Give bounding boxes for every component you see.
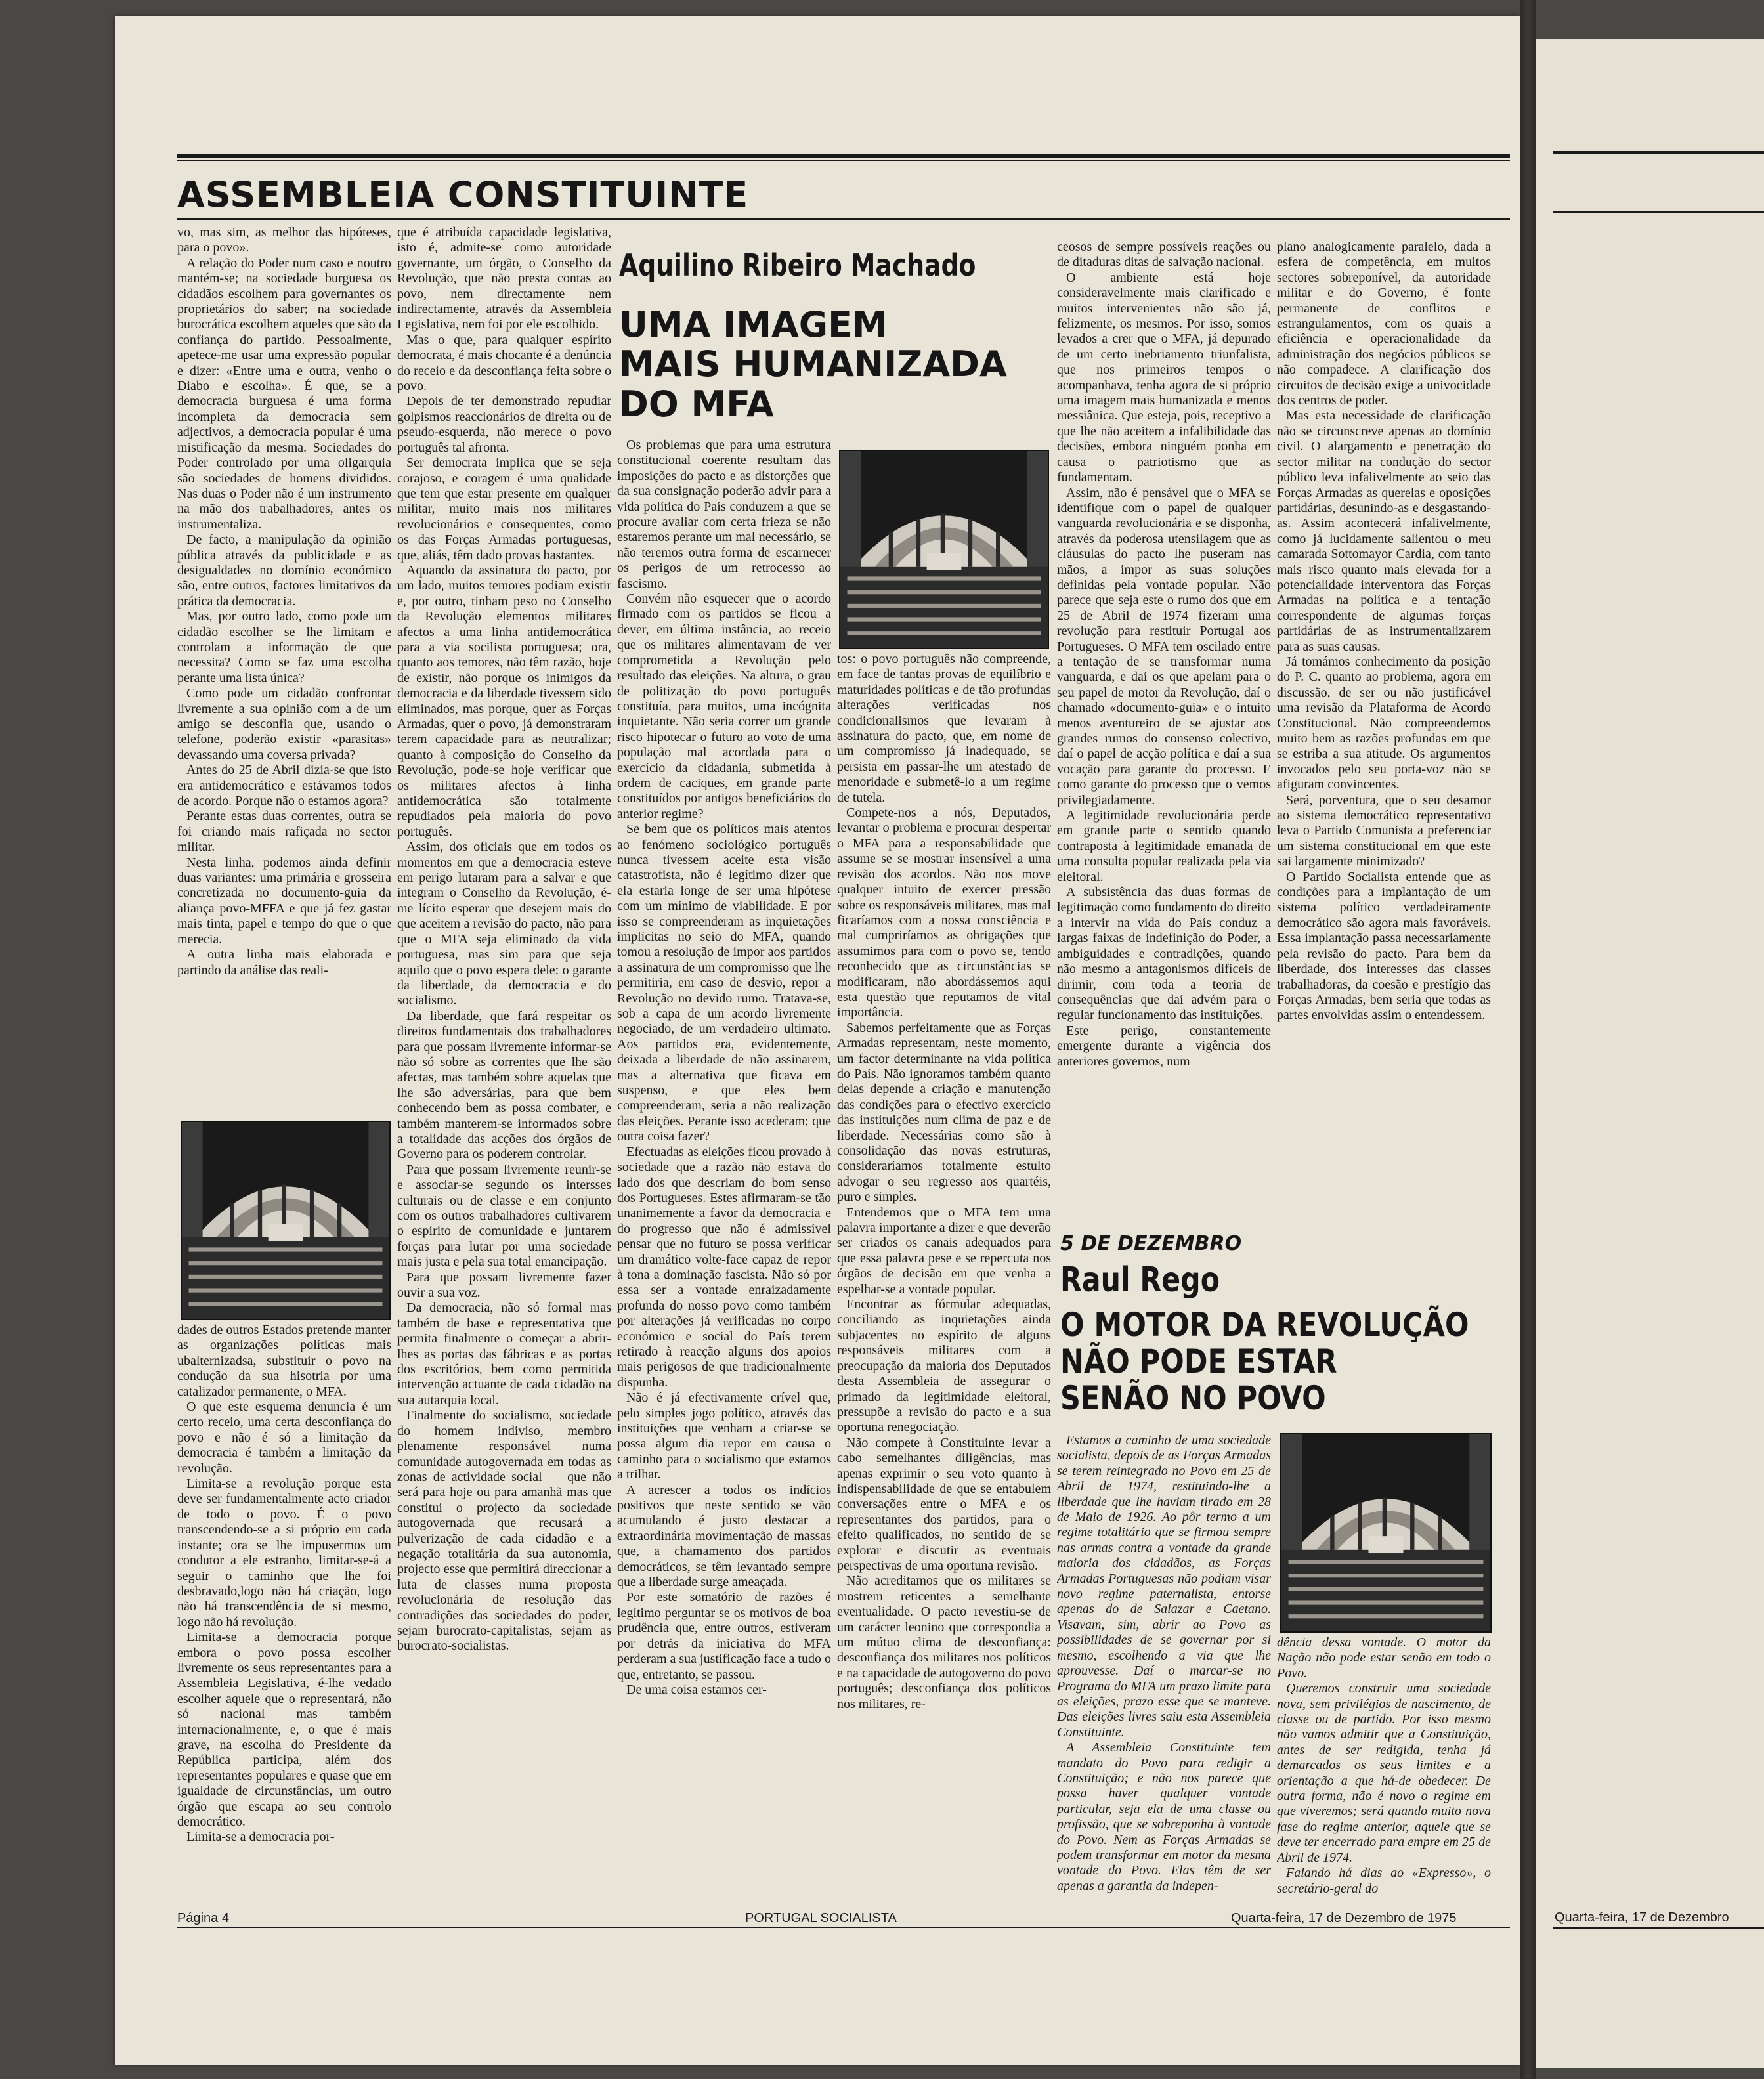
paragraph: O que este esquema denuncia é um certo receio, uma certa desconfiança do povo e não é só a limitação da democracia é também a limitação da revolução. <box>177 1400 391 1476</box>
headline-line: MAIS HUMANIZADA <box>619 343 1007 385</box>
paragraph: Efectuadas as eleições ficou provado à sociedade que a razão não estava do lado dos que descriam do bom senso dos Portugueses. Estes afirmaram-se tão unanimemente a favor da democracia e do progresso que não é admissível pensar que no futuro se possa verificar um dramático volte-face capaz de repor à tona a dominação fascista. Não só por essa ser a vontade enraizadamente profunda do nosso povo como também por alterações já verificadas no corpo económico e social do País terem retirado à reacção alguns dos apoios mais perigosos de que tradicionalmente dispunha. <box>617 1144 831 1390</box>
column-6-italic <box>1277 1635 1491 1900</box>
paragraph: A subsistência das duas formas de legitimação como fundamento do direito a intervir na vida do País conduz a largas faixas de indefinição do Poder, a ambiguidades e contradições, quando não mesmo a antagonismos difíceis de dirimir, com toda a teoria de consequências que daí advém para o regular funcionamento das instituições. <box>1057 885 1271 1023</box>
newspaper-page <box>115 16 1520 2065</box>
facing-top-rule <box>1553 151 1764 154</box>
paragraph: Ser democrata implica que se seja corajoso, e coragem é uma qualidade que tem que estar presente em qualquer militar, muito mais nos militares revolucionários e consequentes, como os das Forças Armadas portuguesas, que, aliás, têm dado provas bastantes. <box>397 456 611 563</box>
assembly-hall-image <box>840 451 1048 648</box>
paragraph: A outra linha mais elaborada e partindo da análise das reali- <box>177 947 391 977</box>
column-1-top <box>177 225 391 1119</box>
paragraph: Da liberdade, que fará respeitar os direitos fundamentais dos trabalhadores para que possam livremente informar-se não só sobre as correntes que lhe são afectas, mas também sobre aquelas que lhe são adversárias, para que bem conhecendo bem as possa combater, e também manterem-se informados sobre a totalidade das acções dos órgãos de Governo para os poderem controlar. <box>397 1008 611 1162</box>
paragraph: Limita-se a democracia porque embora o povo possa escolher livremente os seus representantes para a Assembleia Legislativa, é-lhe vedado escolher aquele que o representará, não só nacional mas também internacionalmente, e, o que é mais grave, na escolha do Presidente da República participa, além dos representantes populares e quase que em igualdade de circunstâncias, um outro órgão que escapa ao seu controlo democrático. <box>177 1630 391 1829</box>
paragraph: Aquando da assinatura do pacto, por um lado, muitos temores podiam existir e, por outro, tinham peso no Conselho da Revolução elementos militares afectos a uma linha antidemocrática para a via socilista portuguesa; ora, quanto aos temores, não têm razão, hoje de existir, não porque os inimigos da democracia e da liberdade tivessem sido eliminados, mas porque, quer as Forças Armadas, quer o povo, já demonstraram terem capacidade para as neutralizar; quanto à composição do Conselho da Revolução, pode-se hoje verificar que os militares afectos à linha antidemocrática são totalmente repudiados pela maioria do povo português. <box>397 563 611 839</box>
assembly-hall-image <box>1281 1434 1490 1631</box>
headline-line: UMA IMAGEM <box>619 304 888 345</box>
paragraph: Não acreditamos que os militares se mostrem reticentes a semelhante eventualidade. O pacto revestiu-se de um carácter leonino que correspondia a um mútuo clima de desconfiança: desconfiança dos militares nos políticos e na capacidade de autogoverno do povo português; desconfiança dos políticos nos militares, re- <box>837 1574 1051 1711</box>
paragraph: Este perigo, constantemente emergente durante a vigência dos anteriores governos, num <box>1057 1023 1271 1069</box>
issue-date: Quarta-feira, 17 de Dezembro de 1975 <box>1231 1911 1457 1925</box>
paragraph: A legitimidade revolucionária perde em grande parte o sentido quando contraposta à legitimidade emanada de uma consulta popular realizada pela via eleitoral. <box>1057 808 1271 884</box>
paragraph: plano analogicamente paralelo, dada a esfera de competência, em muitos sectores sobreponível, da autoridade militar e do Governo, é fonte permanente de conflitos e estrangulamentos, com os quais a eficiência e operacionalidade da administração dos negócios públicos se não compadece. A clarificação dos circuitos de decisão exige a univocidade dos centros de poder. <box>1277 240 1491 408</box>
paragraph: Para que possam livremente reunir-se e associar-se segundo os intersses culturais ou de classe e em conjunto com os outros trabalhadores cultivarem o espírito de comunidade e juntarem forças para lutar por uma sociedade mais justa e pela sua total emancipação. <box>397 1162 611 1270</box>
top-rule <box>177 154 1510 158</box>
article-1-byline: Aquilino Ribeiro Machado <box>619 247 976 283</box>
facing-page <box>1536 39 1764 2068</box>
paragraph: Encontrar as fórmular adequadas, conciliando as inquietações ainda subjacentes no espírito de alguns responsáveis militares com a preocupação da maioria dos Deputados desta Assembleia de assegurar o primado da legitimidade eleitoral, pressupõe a revisão do pacto e a sua oportuna renegociação. <box>837 1297 1051 1435</box>
paragraph: Será, porventura, que o seu desamor ao sistema democrático representativo leva o Partido Comunista a preferenciar um sistema constitucional em que este sai largamente minimizado? <box>1277 792 1491 869</box>
paragraph: O ambiente está hoje consideravelmente mais clarificado e muitos intervenientes não são já, felizmente, os mesmos. Por isso, somos levados a crer que o MFA, já depurado de um certo inebriamento triunfalista, que nos primeiros tempos o acompanhava, tenha agora de si próprio uma imagem mais humanizada e menos messiânica. Que esteja, pois, receptivo a que lhe não aceitem a infalibilidade das decisões, embora ninguém ponha em causa o patriotismo que as fundamentam. <box>1057 270 1271 485</box>
column-6-top <box>1277 240 1491 1224</box>
paragraph: que é atribuída capacidade legislativa, isto é, admite-se como autoridade governante, um órgão, o Conselho da Revolução, que não presta contas ao povo, nem directamente nem indirectamente, através da Assembleia Legislativa, nem foi por ele escolhido. <box>397 225 611 332</box>
paragraph: ceosos de sempre possíveis reações ou de ditaduras ditas de salvação nacional. <box>1057 240 1271 270</box>
article-2-kicker: 5 DE DEZEMBRO <box>1060 1232 1242 1255</box>
column-5-top <box>1057 240 1271 1224</box>
paragraph: A Assembleia Constituinte tem mandato do Povo para redigir a Constituição; e não nos parece que possa haver qualquer vontade particular, seja ela de uma classe ou profissão, que se sobreponha à vontade do Povo. Nem as Forças Armadas se podem transformar em motor da mesma vontade do Povo. Elas têm de ser apenas a garantia da indepen- <box>1057 1740 1271 1893</box>
paragraph: Sabemos perfeitamente que as Forças Armadas representam, neste momento, um factor determinante na vida política do País. Não ignoramos também quanto delas depende a criação e manutenção das condições para o efectivo exercício das instituições num clima de paz e de liberdade. Necessárias como são à consolidação das novas estruturas, consideraríamos totalmente estulto advogar o seu regresso aos quartéis, puro e simples. <box>837 1020 1051 1205</box>
section-title: ASSEMBLEIA CONSTITUINTE <box>177 174 749 215</box>
paragraph: Limita-se a revolução porque esta deve ser fundamentalmente acto criador de todo o povo. É o povo transcendendo-se a si próprio em cada instante; ora se lhe impusermos um condutor a ele estranho, limitar-se-á a seguir o caminho que lhe foi desbravado,logo não há criação, logo não há transcendência de si mesmo, logo não há revolução. <box>177 1476 391 1629</box>
paragraph: vo, mas sim, as melhor das hipóteses, para o povo». <box>177 225 391 255</box>
paragraph: Estamos a caminho de uma sociedade socialista, depois de as Forças Armadas se terem reintegrado no Povo em 25 de Abril de 1974, restituindo-lhe a liberdade que lhe haviam tirado em 28 de Maio de 1926. Ao pôr termo a um regime totalitário que se firmou sempre nas armas contra a vontade da grande maioria dos cidadãos, as Forças Armadas Portuguesas não podiam visar novo regime paternalista, entorse apenas do de Salazar e Caetano. Visavam, sim, abrir ao Povo as possibilidades de se governar por si mesmo, escolhendo a via que lhe aprouvesse. Daí o marcar-se no Programa do MFA um prazo limite para as eleições, prazo esse que se manteve. Das eleições livres saiu esta Assembleia Constituinte. <box>1057 1433 1271 1740</box>
paragraph: Convém não esquecer que o acordo firmado com os partidos se ficou a dever, em última instância, ao receio que os militares alimentavam de ver comprometida a Revolução pelo resultado das eleições. Na altura, o grau de politização do povo português constituía, para muitos, uma incógnita inquietante. Não seria correr um grande risco hipotecar o futuro ao voto de uma população mal acordada para o exercício da cidadania, submetida à ordem de caciques, em grande parte constituídos por antigos beneficiários do anterior regime? <box>617 591 831 821</box>
paragraph: Perante estas duas correntes, outra se foi criando mais rafiçada no sector militar. <box>177 809 391 855</box>
column-4 <box>837 652 1051 1900</box>
facing-column <box>1555 231 1764 1905</box>
paragraph: Depois de ter demonstrado repudiar golpismos reaccionários de direita ou de pseudo-esquerda, não merece o povo português tal afronta. <box>397 394 611 455</box>
paragraph: A acrescer a todos os indícios positivos que neste sentido se vão acumulando é justo destacar a extraordinária movimentação de massas que, a chamamento dos partidos democráticos, se têm levantado sempre que a liberdade surge ameaçada. <box>617 1482 831 1590</box>
column-3 <box>617 438 831 1900</box>
assembly-hall-photo <box>181 1121 391 1320</box>
paragraph: Finalmente do socialismo, sociedade do homem indiviso, membro plenamente responsável numa comunidade autogovernada em todas as zonas de actividade social — que não será para hoje ou para amanhã mas que constitui o projecto da sociedade autogovernada que recusará a pulverização de cada cidadão e a negação totalitária da sua autonomia, projecto esse que permitirá direccionar a luta de classes numa proposta revolucionária de resolução das contradições das sociedades do poder, sejam burocrato-capitalistas, sejam as burocrato-socialistas. <box>397 1408 611 1654</box>
paragraph: De uma coisa estamos cer- <box>626 1682 767 1697</box>
headline-line: SENÃO NO POVO <box>1060 1379 1326 1417</box>
headline-line: O MOTOR DA REVOLUÇÃO <box>1060 1306 1469 1344</box>
paragraph: De facto, a manipulação da opinião pública através da publicidade e as desigualdades no domínio económico são, entre outros, factores limitativos da prática da democracia. <box>177 532 391 609</box>
paragraph: Os problemas que para uma estrutura constitucional coerente resultam das imposições do pacto e as distorções que da sua consignação poderão advir para a vida política do País conduzem a que se procure avaliar com certa frieza se não estaremos perante um mal necessário, se não teremos outra forma de escarnecer os perigos de um retrocesso ao fascismo. <box>617 438 831 591</box>
paragraph: Da democracia, não só formal mas também de base e representativa que permita finalmente o começar a abrir-lhes as portas das fábricas e as portas dos escritórios, bem como permitida intervenção actuante de cada cidadão na sua autarquia local. <box>397 1300 611 1407</box>
paragraph: Mas esta necessidade de clarificação não se circunscreve apenas ao domínio civil. O alargamento e penetração do sector militar na condução do sector público leva infalivelmente ao seio das Forças Armadas as querelas e oposições partidárias, desunindo-as e desgastando-as. Assim acontecerá infalivelmente, como já lucidamente salientou o meu camarada Sottomayor Cardia, com tanto mais risco quanto mais elevada for a potencialidade interventora das Forças Armadas na política e a tentação correspondente de algumas forças partidárias de as instrumentalizarem para as suas causas. <box>1277 408 1491 654</box>
paragraph: Falando há dias ao «Expresso», o secretário-geral do <box>1277 1866 1491 1896</box>
paragraph: Compete-nos a nós, Deputados, levantar o problema e procurar despertar o MFA para a responsabilidade que assume se se mostrar insensível a uma revisão dos acordos. Não nos move qualquer intuito de exercer pressão sobre os responsáveis militares, mas mal ficaríamos com a nossa consciência e mal cumpriríamos as obrigações que assumimos para com o povo se, tendo reconhecido que as circunstâncias se modificaram, não abordássemos aqui esta questão que reputamos de vital importância. <box>837 805 1051 1020</box>
paragraph: Assim, dos oficiais que em todos os momentos em que a democracia esteve em perigo lutaram para a salvar e que integram o Conselho da Revolução, é-me lícito esperar que desejem mais do que aceitem a revisão do pacto, não para que o MFA seja eliminado da vida portuguesa, mas sim para que seja aquilo que o povo espera dele: o garante da liberdade, da democracia e do socialismo. <box>397 840 611 1008</box>
paragraph: Limita-se a democracia por- <box>186 1830 335 1845</box>
paragraph: Como pode um cidadão confrontar livremente a sua opinião com a de um amigo se desconfia que, usando o telefone, poderão existir «parasitas» devassando uma coversa privada? <box>177 686 391 762</box>
paragraph: Para que possam livremente fazer ouvir a sua voz. <box>397 1270 611 1300</box>
paragraph: Mas o que, para qualquer espírito democrata, é mais chocante é a denúncia do receio e da desconfiança feita sobre o povo. <box>397 332 611 394</box>
article-1-headline <box>619 305 1007 424</box>
page-binding <box>1520 0 1536 2079</box>
paragraph: Nesta linha, podemos ainda definir duas variantes: uma primária e grosseira concretizada no documento-guia da aliança povo-MFFA e que já fez gastar mais tinta, papel e tempo do que o que merecia. <box>177 855 391 947</box>
paragraph: Não compete à Constituinte levar a cabo semelhantes diligências, mas apenas exprimir o seu voto quanto à indispensabilidade de que se entabulem conversações entre o MFA e os representantes dos partidos, para o efeito qualificados, no sentido de se explorar e discutir as eventuais perspectivas de uma oportuna revisão. <box>837 1435 1051 1573</box>
headline-line: NÃO PODE ESTAR <box>1060 1342 1337 1381</box>
paragraph: dades de outros Estados pretende manter as organizações políticas mais ubalternizadsa, substituir o povo na condução da sua hisotria por uma catalizador permanente, o MFA. <box>177 1323 391 1399</box>
article-2-byline: Raul Rego <box>1060 1260 1220 1300</box>
facing-title-rule <box>1553 211 1764 213</box>
headline-line: DO MFA <box>619 383 774 425</box>
paragraph: Queremos construir uma sociedade nova, sem privilégios de nascimento, de classe ou de partido. Por isso mesmo não vamos admitir que a Constituição, antes de ser redigida, tenha já demarcados os seus limites e a orientação a que há-de obedecer. De outra forma, não é novo o regime em que viveremos; será quando muito nova fase do regime anterior, aquele que se deve ter encerrado para empre em 25 de Abril de 1974. <box>1277 1681 1491 1865</box>
paragraph: Assim, não é pensável que o MFA se identifique com o papel de qualquer vanguarda revolucionária e se disponha, através da poderosa utensilagem que as cláusulas do pacto lhe puseram nas mãos, a impor as suas soluções definidas pela vontade popular. Não parece que seja este o rumo dos que em 25 de Abril de 1974 fizeram uma revolução para restituir Portugal aos Portugueses. O MFA tem oscilado entre a tentação de se transformar numa vanguarda, e daí os que apelam para o seu papel de motor da Revolução, daí o chamado «documento-guia» e o intuito menos aventureiro de se ajustar aos grandes rumos do consenso colectivo, daí o papel de acção política e daí a sua vocação para garante do processo. E como garante do processo que o vemos privilegiadamente. <box>1057 485 1271 807</box>
paragraph: Não é já efectivamente crível que, pelo simples jogo político, através das instituições que venham a criar-se se possa algum dia repor em causa o caminho para o socialismo que estamos a trilhar. <box>617 1390 831 1482</box>
paragraph: Entendemos que o MFA tem uma palavra importante a dizer e que deverão ser criados os canais adequados para que essa palavra pese e se repercuta nos órgãos de decisão em que venha a espelhar-se a vontade popular. <box>837 1205 1051 1297</box>
article-2-headline <box>1060 1306 1469 1417</box>
facing-footer-rule <box>1553 1927 1764 1929</box>
assembly-hall-image <box>182 1122 389 1319</box>
paragraph: Já tomámos conhecimento da posição do P. C. quanto ao problema, agora em discussão, de ser ou não justificável uma revisão da Plataforma de Acordo Constitucional. Não compreendemos muito bem as razões profundas em que se estriba a sua atitude. Os argumentos invocados pelo seu porta-voz não se afiguram convincentes. <box>1277 654 1491 792</box>
column-2 <box>397 225 611 1900</box>
paragraph: Por este somatório de razões é legítimo perguntar se os motivos de boa prudência que, entre outros, estiveram por detrás da iniciativa do MFA perderam a sua justificação face a tudo o que, entretanto, se passou. <box>617 1590 831 1682</box>
column-5-italic <box>1057 1433 1271 1900</box>
column-1-bottom <box>177 1323 391 1900</box>
footer-rule <box>177 1927 1510 1928</box>
paragraph: tos: o povo português não compreende, em face de tantas provas de equilíbrio e maturidades políticas e de tão profundas alterações verificadas nos condicionalismos que levaram à assinatura do pacto, que, em nome de um compromisso já inadequado, se persista em passar-lhe um atestado de menoridade e submetê-lo a um regime de tutela. <box>837 652 1051 805</box>
paragraph: dência dessa vontade. O motor da Nação não pode estar senão em todo o Povo. <box>1277 1635 1491 1681</box>
newspaper-name: PORTUGAL SOCIALISTA <box>745 1911 897 1925</box>
paragraph: Se bem que os políticos mais atentos ao fenómeno sociológico português nunca tivessem aceite esta visão catastrofista, não é legítimo dizer que ela estaria longe de ser uma hipótese com um mínimo de viabilidade. E por isso se compreenderam as inquietações implícitas no seio do MFA, quando tomou a resolução de impor aos partidos a assinatura de um compromisso que lhe permitiria, em caso de desvio, repor a Revolução no devido rumo. Tratava-se, sob a capa de um acordo livremente negociado, de um verdadeiro ultimato. Aos partidos era, evidentemente, deixada a liberdade de não assinarem, mas a alternativa que ficava em suspenso, e que eles bem compreenderam, seria a não realização das eleições. Perante isso acederam; que outra coisa fazer? <box>617 822 831 1144</box>
paragraph: Antes do 25 de Abril dizia-se que isto era antidemocrático e estávamos todos de acordo. Porque não o estamos agora? <box>177 763 391 809</box>
top-rule-thin <box>177 160 1510 161</box>
paragraph: Mas, por outro lado, como pode um cidadão escolher se lhe limitam e controlam a informação de que necessita? Como se faz uma escolha perante uma lista única? <box>177 609 391 685</box>
assembly-hall-photo <box>1280 1433 1492 1633</box>
page-number: Página 4 <box>177 1911 229 1925</box>
paragraph: O Partido Socialista entende que as condições para a implantação de um sistema político verdadeiramente democrático são agora mais favoráveis. Essa implantação passa necessariamente pela revisão do pacto. Para bem da liberdade, dos interesses das classes trabalhadoras, da coesão e prestígio das Forças Armadas, bem seria que todas as partes envolvidas assim o entendessem. <box>1277 869 1491 1023</box>
paragraph: A relação do Poder num caso e noutro mantém-se; na sociedade burguesa os cidadãos escolhem para governantes os proprietários do saber; na sociedade burocrática escolhem aqueles que são da confiança do partido. Pessoalmente, apetece-me usar uma expressão popular e dizer: «Entre uma e outra, venho o Diabo e escolha». É que, se a democracia burguesa é uma forma incompleta da democracia sem adjectivos, a democracia popular é uma mistificação da mesma. Sociedades do Poder controlado por uma oligarquia são sociedades de homens divididos. Nas duas o Poder não é um instrumento na mão dos trabalhadores, antes os instrumentaliza. <box>177 255 391 532</box>
title-underline <box>177 218 1510 220</box>
facing-issue-date: Quarta-feira, 17 de Dezembro <box>1555 1910 1729 1925</box>
assembly-hall-photo <box>839 450 1049 649</box>
